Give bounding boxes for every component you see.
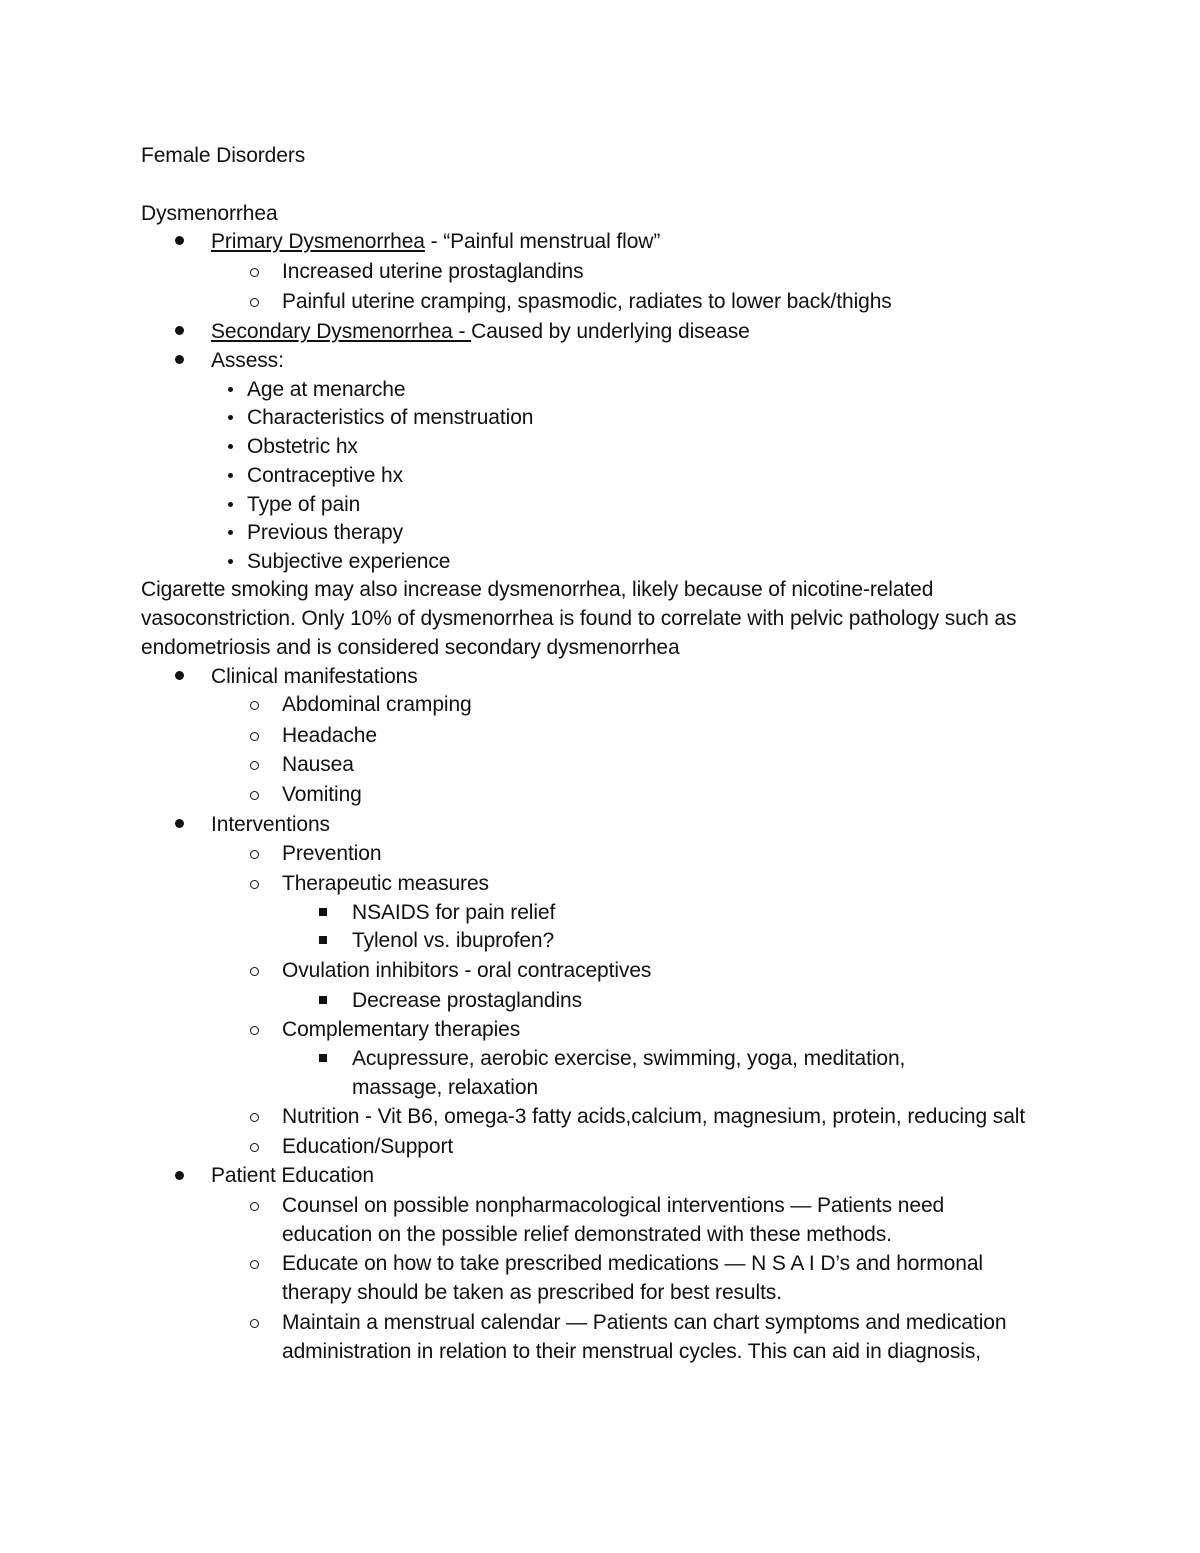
list-item: Educate on how to take prescribed medications — N S A I D’s and hormonal xyxy=(282,1252,983,1275)
bullet-dot xyxy=(175,819,184,828)
list-item: Education/Support xyxy=(282,1135,454,1158)
bullet-dot xyxy=(175,326,184,335)
paragraph-line: Cigarette smoking may also increase dysmenorrhea, likely because of nicotine-related xyxy=(141,578,934,601)
bullet-small-dot xyxy=(228,444,233,449)
bullet-ring xyxy=(250,732,259,741)
secondary-text: Caused by underlying disease xyxy=(471,320,750,343)
paragraph-line: vasoconstriction. Only 10% of dysmenorrhea is found to correlate with pelvic pathology such as xyxy=(141,607,1017,630)
list-item: Type of pain xyxy=(247,493,361,516)
bullet-square xyxy=(319,908,327,916)
list-item: Maintain a menstrual calendar — Patients can chart symptoms and medication xyxy=(282,1311,1007,1334)
list-item: Vomiting xyxy=(282,783,362,806)
list-item: Complementary therapies xyxy=(282,1018,521,1041)
list-item: Previous therapy xyxy=(247,521,403,544)
bullet-ring xyxy=(250,761,259,770)
bullet-dot xyxy=(175,355,184,364)
patient-education-label: Patient Education xyxy=(211,1164,374,1187)
bullet-dot xyxy=(175,1171,184,1180)
bullet-ring xyxy=(250,850,259,859)
list-item: NSAIDS for pain relief xyxy=(352,901,556,924)
bullet-small-dot xyxy=(228,415,233,420)
section-heading: Dysmenorrhea xyxy=(141,202,278,225)
list-item-continuation: massage, relaxation xyxy=(352,1076,539,1099)
bullet-dot xyxy=(175,671,184,680)
bullet-ring xyxy=(250,880,259,889)
bullet-small-dot xyxy=(228,387,233,392)
list-item: Tylenol vs. ibuprofen? xyxy=(352,929,555,952)
list-item: Abdominal cramping xyxy=(282,693,472,716)
list-item-continuation: therapy should be taken as prescribed for best results. xyxy=(282,1281,782,1304)
bullet-ring xyxy=(250,268,259,277)
bullet-small-dot xyxy=(228,530,233,535)
bullet-square xyxy=(319,996,327,1004)
list-item: Age at menarche xyxy=(247,378,406,401)
bullet-ring xyxy=(250,1202,259,1211)
list-item: Characteristics of menstruation xyxy=(247,406,534,429)
secondary-dysmenorrhea-line xyxy=(211,317,750,347)
list-item: Decrease prostaglandins xyxy=(352,989,583,1012)
primary-label: Primary Dysmenorrhea xyxy=(211,230,425,253)
list-item: Obstetric hx xyxy=(247,435,358,458)
bullet-ring xyxy=(250,1143,259,1152)
list-item: Nutrition - Vit B6, omega-3 fatty acids,calcium, magnesium, protein, reducing salt xyxy=(282,1105,1026,1128)
primary-text: - “Painful menstrual flow” xyxy=(424,230,661,253)
bullet-square xyxy=(319,936,327,944)
bullet-dot xyxy=(175,236,184,245)
bullet-ring xyxy=(250,1260,259,1269)
list-item: Prevention xyxy=(282,842,382,865)
bullet-ring xyxy=(250,701,259,710)
assess-label: Assess: xyxy=(211,349,284,372)
list-item-continuation: education on the possible relief demonstrated with these methods. xyxy=(282,1223,892,1246)
list-item-continuation: administration in relation to their menstrual cycles. This can aid in diagnosis, xyxy=(282,1340,981,1363)
clinical-label: Clinical manifestations xyxy=(211,665,418,688)
list-item: Contraceptive hx xyxy=(247,464,403,487)
bullet-ring xyxy=(250,967,259,976)
bullet-ring xyxy=(250,1319,259,1328)
primary-dysmenorrhea-line xyxy=(211,227,660,257)
interventions-label: Interventions xyxy=(211,813,330,836)
bullet-small-dot xyxy=(228,473,233,478)
list-item: Subjective experience xyxy=(247,550,451,573)
bullet-ring xyxy=(250,298,259,307)
bullet-square xyxy=(319,1054,327,1062)
list-item: Nausea xyxy=(282,753,354,776)
bullet-ring xyxy=(250,791,259,800)
paragraph-line: endometriosis and is considered secondary dysmenorrhea xyxy=(141,636,680,659)
bullet-small-dot xyxy=(228,559,233,564)
bullet-ring xyxy=(250,1026,259,1035)
document-title: Female Disorders xyxy=(141,144,306,167)
list-item: Increased uterine prostaglandins xyxy=(282,260,584,283)
secondary-label: Secondary Dysmenorrhea - xyxy=(211,320,472,343)
list-item: Painful uterine cramping, spasmodic, radiates to lower back/thighs xyxy=(282,290,892,313)
list-item: Ovulation inhibitors - oral contraceptives xyxy=(282,959,652,982)
list-item: Therapeutic measures xyxy=(282,872,489,895)
bullet-ring xyxy=(250,1113,259,1122)
list-item: Counsel on possible nonpharmacological interventions — Patients need xyxy=(282,1194,945,1217)
list-item: Acupressure, aerobic exercise, swimming, yoga, meditation, xyxy=(352,1047,906,1070)
list-item: Headache xyxy=(282,724,377,747)
bullet-small-dot xyxy=(228,502,233,507)
